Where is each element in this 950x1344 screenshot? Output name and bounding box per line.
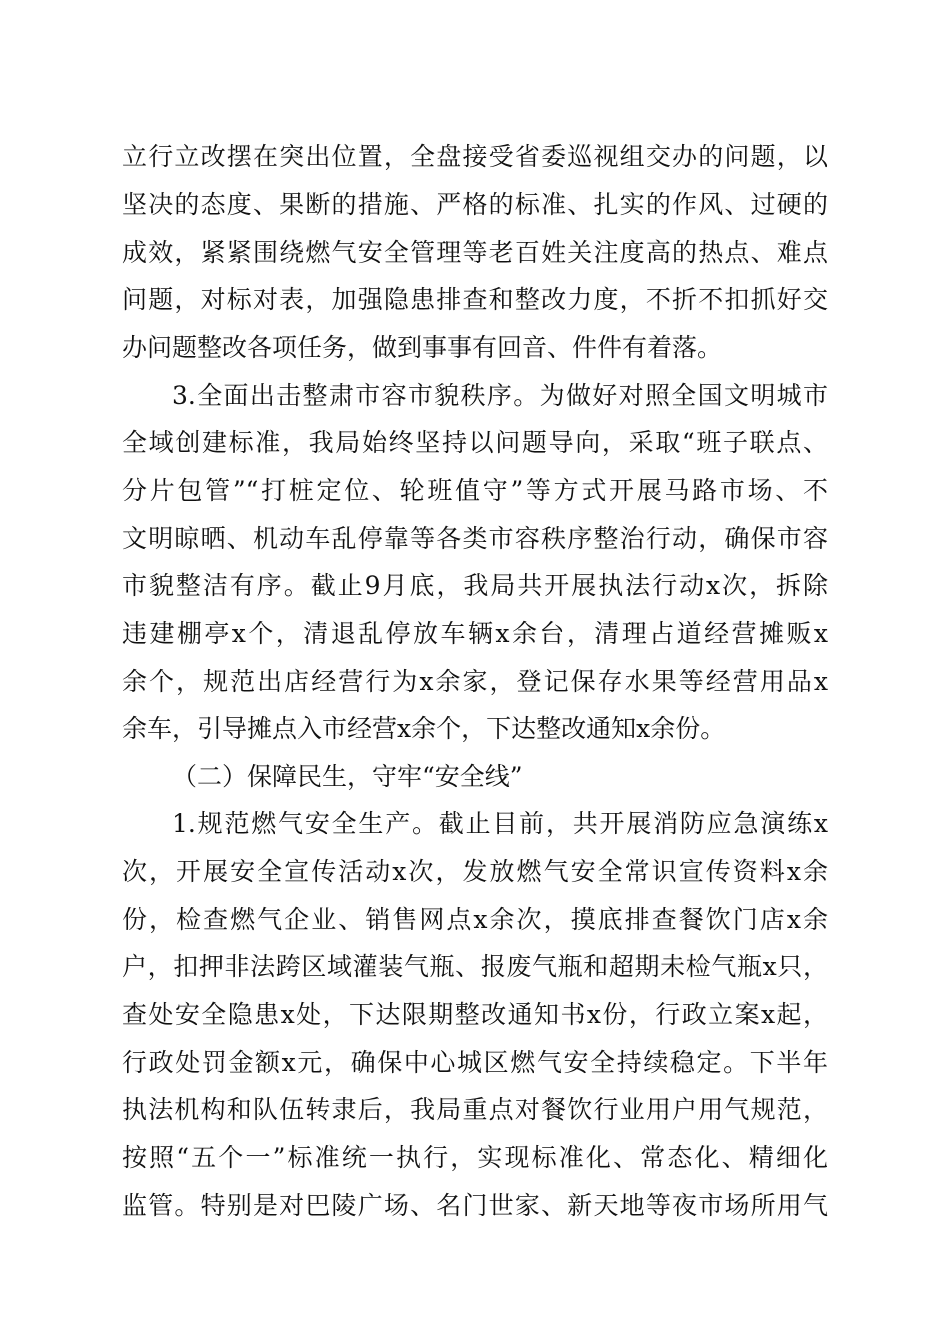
text-line: 分片包管”“打桩定位、轮班值守”等方式开展马路市场、不: [122, 476, 828, 505]
paragraph-start-line: 1.规范燃气安全生产。截止目前，共开展消防应急演练x: [172, 809, 828, 838]
text-line: 坚决的态度、果断的措施、严格的标准、扎实的作风、过硬的: [122, 190, 828, 219]
text-line: 次，开展安全宣传活动x次，发放燃气安全常识宣传资料x余: [122, 857, 828, 886]
text-line: 执法机构和队伍转隶后，我局重点对餐饮行业用户用气规范，: [122, 1095, 828, 1124]
text-line: 户，扣押非法跨区域灌装气瓶、报废气瓶和超期未检气瓶x只，: [122, 952, 828, 981]
text-line: 余个，规范出店经营行为x余家，登记保存水果等经营用品x: [122, 667, 828, 696]
text-line: 余车，引导摊点入市经营x余个，下达整改通知x余份。: [122, 714, 726, 743]
text-line: 监管。特别是对巴陵广场、名门世家、新天地等夜市场所用气: [122, 1191, 828, 1220]
text-line: 市貌整洁有序。截止9月底，我局共开展执法行动x次，拆除: [122, 571, 828, 600]
text-line: 违建棚亭x个，清退乱停放车辆x余台，清理占道经营摊贩x: [122, 619, 828, 648]
text-line: 文明晾晒、机动车乱停靠等各类市容秩序整治行动，确保市容: [122, 524, 828, 553]
section-heading: （二）保障民生，守牢“安全线”: [172, 762, 523, 791]
text-line: 按照“五个一”标准统一执行，实现标准化、常态化、精细化: [122, 1143, 828, 1172]
text-line: 查处安全隐患x处，下达限期整改通知书x份，行政立案x起，: [122, 1000, 828, 1029]
paragraph-start-line: 3.全面出击整肃市容市貌秩序。为做好对照全国文明城市: [172, 381, 828, 410]
text-line: 全域创建标准，我局始终坚持以问题导向，采取“班子联点、: [122, 428, 828, 457]
text-line: 行政处罚金额x元，确保中心城区燃气安全持续稳定。下半年: [122, 1048, 828, 1077]
text-line: 份，检查燃气企业、销售网点x余次，摸底排查餐饮门店x余: [122, 905, 828, 934]
text-line: 问题，对标对表，加强隐患排查和整改力度，不折不扣抓好交: [122, 285, 828, 314]
text-line: 办问题整改各项任务，做到事事有回音、件件有着落。: [122, 333, 723, 362]
text-line: 成效，紧紧围绕燃气安全管理等老百姓关注度高的热点、难点: [122, 238, 828, 267]
text-line: 立行立改摆在突出位置，全盘接受省委巡视组交办的问题，以: [122, 142, 828, 171]
